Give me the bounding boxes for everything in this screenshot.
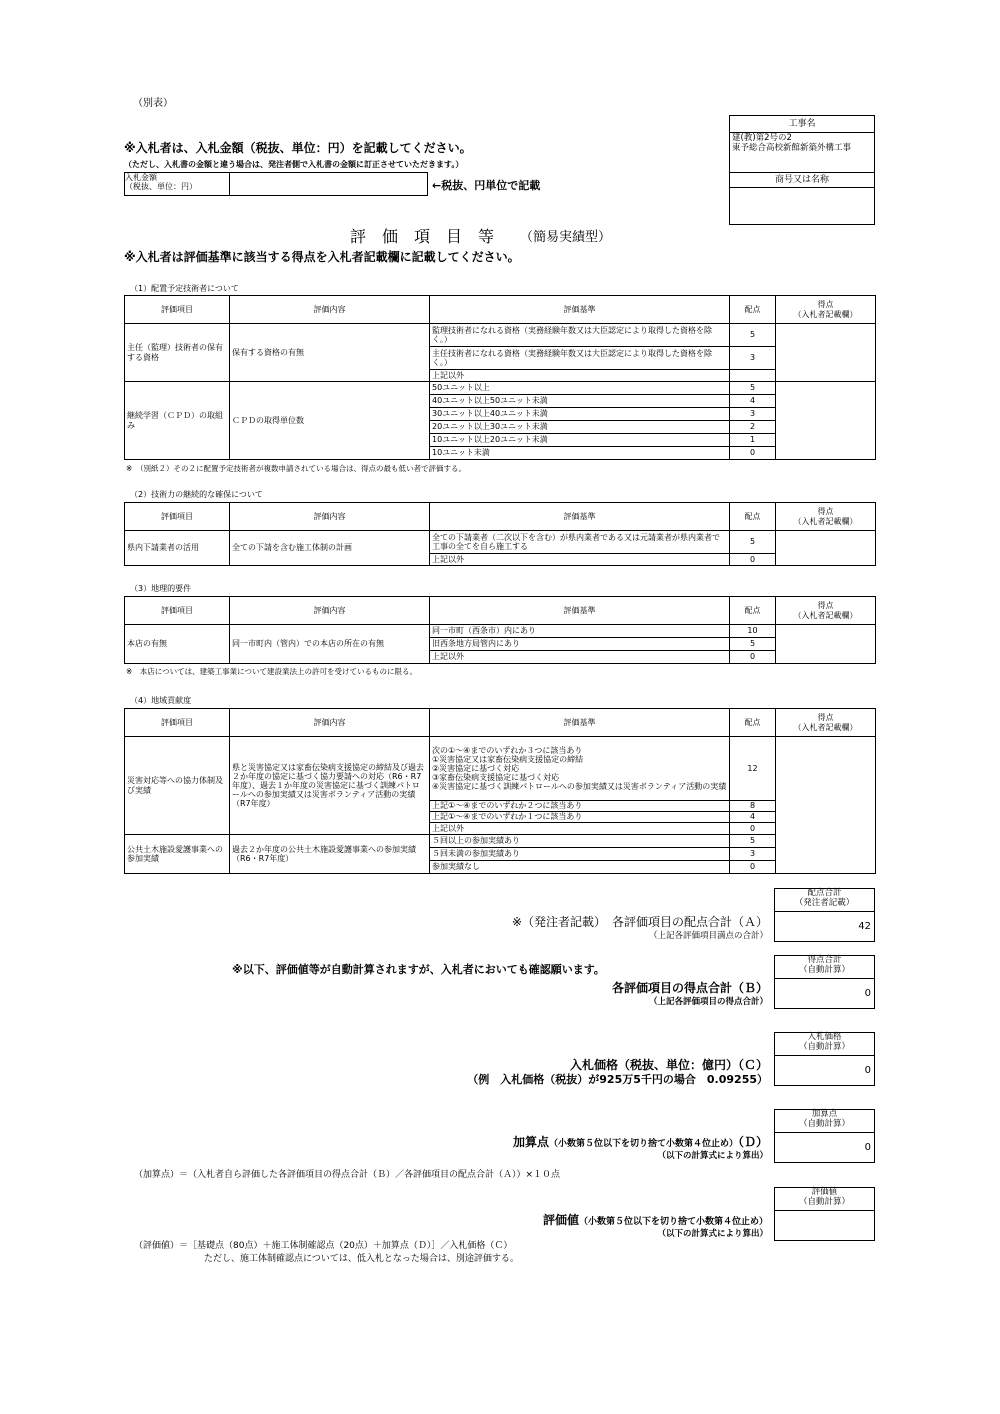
bonus-label-end: （Ｄ）	[737, 1135, 768, 1149]
points-cell	[730, 370, 776, 382]
points-cell: 4	[730, 395, 776, 408]
section1-table	[124, 295, 876, 460]
total-score-label: 各評価項目の得点合計（Ｂ）	[611, 981, 768, 995]
bid-instruction: ※入札者は、入札金額（税抜、単位：円）を記載してください。	[124, 141, 472, 155]
bid-price-label: 入札価格（税抜、単位：億円）（Ｃ）	[569, 1058, 768, 1072]
bonus-formula: （加算点）＝（入札者自ら評価した各評価項目の得点合計（Ｂ）／各評価項目の配点合計（Ａ））×１０点	[134, 1170, 561, 1180]
bonus-label	[513, 1133, 768, 1150]
bid-price-box-label: 入札価格 （自動計算）	[775, 1033, 874, 1056]
points-cell: 2	[730, 421, 776, 434]
evaluation-formula-note: ただし、施工体制確認点については、低入札となった場合は、別途評価する。	[204, 1254, 519, 1264]
points-cell: 5	[730, 382, 776, 395]
betsu-label: （別表）	[133, 98, 173, 109]
page-title: 評 価 項 目 等	[350, 227, 495, 246]
bonus-box-label: 加算点 （自動計算）	[775, 1110, 874, 1133]
header-content: 評価内容	[230, 597, 430, 625]
points-cell: 0	[730, 823, 776, 835]
bonus-label-main: 加算点	[512, 1135, 549, 1149]
points-cell: 4	[730, 812, 776, 823]
points-cell: 3	[730, 408, 776, 421]
evaluation-label	[543, 1211, 768, 1228]
bonus-value: 0	[864, 1142, 871, 1153]
points-cell: 5	[730, 638, 776, 651]
score-input-cpd-qual[interactable]	[776, 324, 876, 382]
content-cell: 県と災害協定又は家畜伝染病支援協定の締結及び過去２か年度の協定に基づく協力要請への対応（R6・R7年度）、過去１か年度の災害協定に基づく訓練パトロールへの参加実績又は災害ボランティア活動の実績（R7年度）	[230, 737, 430, 835]
criteria-cell: 10ユニット未満	[430, 447, 730, 460]
points-cell: 0	[730, 447, 776, 460]
header-score: 得点 （入札者記載欄）	[776, 503, 876, 531]
item-cell: 主任（監理）技術者の保有する資格	[125, 324, 230, 382]
evaluation-box-label: 評価値 （自動計算）	[775, 1188, 874, 1211]
criteria-cell: 上記以外	[430, 554, 730, 566]
section2-title: （2）技術力の継続的な確保について	[130, 490, 263, 499]
content-cell: 保有する資格の有無	[230, 324, 430, 382]
header-points: 配点	[730, 503, 776, 531]
total-points-label: ※（発注者記載） 各評価項目の配点合計（Ａ）	[511, 915, 768, 929]
points-cell: 3	[730, 347, 776, 370]
total-score-sub: （上記各評価項目の得点合計）	[648, 997, 768, 1007]
header-criteria: 評価基準	[430, 597, 730, 625]
criteria-cell: 全ての下請業者（二次以下を含む）が県内業者である又は元請業者が県内業者で工事の全てを自ら施工する	[430, 531, 730, 554]
evaluation-formula: （評価値）＝［基礎点（80点）＋施工体制確認点（20点）＋加算点（Ｄ）］／入札価格（Ｃ）	[134, 1241, 513, 1251]
evaluation-label-note: （小数第５位以下を切り捨て小数第４位止め）	[578, 1217, 768, 1227]
section4-table	[124, 708, 876, 874]
header-criteria: 評価基準	[430, 503, 730, 531]
criteria-cell: 40ユニット以上50ユニット未満	[430, 395, 730, 408]
total-points-sub: （上記各評価項目満点の合計）	[648, 931, 768, 941]
header-points: 配点	[730, 709, 776, 737]
points-cell: 12	[730, 737, 776, 801]
header-item: 評価項目	[125, 296, 230, 324]
total-score-value: 0	[864, 988, 871, 999]
criteria-cell: ５回以上の参加実績あり	[430, 835, 730, 848]
points-cell: 3	[730, 848, 776, 861]
auto-calc-note: ※以下、評価値等が自動計算されますが、入札者においても確認願います。	[232, 963, 605, 976]
header-content: 評価内容	[230, 296, 430, 324]
points-cell: 8	[730, 801, 776, 812]
bid-amount-label: 入札金額 （税抜、単位：円）	[125, 173, 197, 192]
project-name-header: 工事名	[730, 116, 874, 133]
project-name: 建(教)第2号の2 東予総合高校新館新築外構工事	[730, 133, 874, 173]
criteria-cell: 10ユニット以上20ユニット未満	[430, 434, 730, 447]
section2-table	[124, 502, 876, 566]
section3-title: （3）地理的要件	[130, 584, 192, 593]
item-cell: 公共土木施設愛護事業への参加実績	[125, 835, 230, 874]
header-points: 配点	[730, 597, 776, 625]
total-points-box	[774, 888, 875, 942]
section3-footnote: ※ 本店については、建築工事業について建設業法上の許可を受けているものに限る。	[126, 667, 417, 676]
points-cell: 5	[730, 531, 776, 554]
header-points: 配点	[730, 296, 776, 324]
header-item: 評価項目	[125, 503, 230, 531]
criteria-cell: 50ユニット以上	[430, 382, 730, 395]
company-name-input[interactable]	[730, 188, 874, 224]
points-cell: 5	[730, 324, 776, 347]
content-cell: 全ての下請を含む施工体制の計画	[230, 531, 430, 566]
criteria-cell: 次の①～④までのいずれか３つに該当あり ①災害協定又は家畜伝染病支援協定の締結 ②災害協定に基づく対応 ③家畜伝染病支援協定に基づく対応 ④災害協定に基づく訓練パトロールへの参加実績又は災害ボランティア活動の実績	[430, 737, 730, 801]
bonus-sub: （以下の計算式により算出）	[657, 1151, 768, 1161]
total-score-box	[774, 955, 875, 1009]
evaluation-label-main: 評価値	[542, 1213, 579, 1227]
criteria-cell: 上記①～④までのいずれか１つに該当あり	[430, 812, 730, 823]
evaluation-box	[774, 1187, 875, 1241]
total-points-value: 42	[858, 921, 871, 932]
bid-price-value: 0	[864, 1065, 871, 1076]
points-cell: 5	[730, 835, 776, 848]
header-score: 得点 （入札者記載欄）	[776, 296, 876, 324]
score-input-regional[interactable]	[776, 737, 876, 874]
bid-instruction-sub: （ただし、入札書の金額と違う場合は、発注者側で入札書の金額に訂正させていただきます。）	[124, 160, 464, 169]
score-input-cpd[interactable]	[776, 382, 876, 460]
bonus-box	[774, 1109, 875, 1163]
content-cell: 同一市町内（管内）での本店の所在の有無	[230, 625, 430, 664]
content-cell: ＣＰＤの取得単位数	[230, 382, 430, 460]
points-cell: 0	[730, 554, 776, 566]
project-box	[729, 115, 875, 225]
criteria-cell: 旧西条地方局管内にあり	[430, 638, 730, 651]
total-points-box-label: 配点合計 （発注者記載）	[775, 889, 874, 912]
section1-title: （1）配置予定技術者について	[130, 284, 239, 293]
bid-arrow-note: ←税抜、円単位で記載	[432, 179, 541, 192]
points-cell: 0	[730, 651, 776, 664]
points-cell: 10	[730, 625, 776, 638]
criteria-cell: 上記以外	[430, 370, 730, 382]
header-criteria: 評価基準	[430, 709, 730, 737]
header-score: 得点 （入札者記載欄）	[776, 709, 876, 737]
header-content: 評価内容	[230, 503, 430, 531]
section3-table	[124, 596, 876, 664]
header-content: 評価内容	[230, 709, 430, 737]
item-cell: 県内下請業者の活用	[125, 531, 230, 566]
score-instruction: ※入札者は評価基準に該当する得点を入札者記載欄に記載してください。	[124, 250, 520, 264]
criteria-cell: 20ユニット以上30ユニット未満	[430, 421, 730, 434]
item-cell: 継続学習（ＣＰＤ）の取組み	[125, 382, 230, 460]
bid-price-example: （例 入札価格（税抜）が925万5千円の場合 0.09255）	[467, 1073, 768, 1086]
bonus-label-note: （小数第５位以下を切り捨て小数第４位止め）	[548, 1139, 738, 1149]
criteria-cell: 上記以外	[430, 823, 730, 835]
header-criteria: 評価基準	[430, 296, 730, 324]
content-cell: 過去２か年度の公共土木施設愛護事業への参加実績（R6・R7年度）	[230, 835, 430, 874]
section1-footnote: ※ （別紙２）その２に配置予定技術者が複数申請されている場合は、得点の最も低い者で評価する。	[126, 464, 467, 473]
header-item: 評価項目	[125, 597, 230, 625]
points-cell: 0	[730, 861, 776, 874]
item-cell: 災害対応等への協力体制及び実績	[125, 737, 230, 835]
score-input-subcontract[interactable]	[776, 531, 876, 566]
criteria-cell: 30ユニット以上40ユニット未満	[430, 408, 730, 421]
total-score-box-label: 得点合計 （自動計算）	[775, 956, 874, 979]
criteria-cell: 参加実績なし	[430, 861, 730, 874]
header-item: 評価項目	[125, 709, 230, 737]
score-input-headoffice[interactable]	[776, 625, 876, 664]
points-cell: 1	[730, 434, 776, 447]
bid-price-box	[774, 1032, 875, 1086]
criteria-cell: 主任技術者になれる資格（実務経験年数又は大臣認定により取得した資格を除く。）	[430, 347, 730, 370]
criteria-cell: ５回未満の参加実績あり	[430, 848, 730, 861]
criteria-cell: 監理技術者になれる資格（実務経験年数又は大臣認定により取得した資格を除く。）	[430, 324, 730, 347]
evaluation-sub: （以下の計算式により算出）	[657, 1229, 768, 1239]
company-name-header: 商号又は名称	[730, 173, 874, 188]
bid-amount-input[interactable]	[229, 172, 428, 196]
criteria-cell: 上記①～④までのいずれか２つに該当あり	[430, 801, 730, 812]
item-cell: 本店の有無	[125, 625, 230, 664]
criteria-cell: 同一市町（西条市）内にあり	[430, 625, 730, 638]
bid-amount-label-cell	[124, 172, 230, 196]
page-title-sub: （簡易実績型）	[520, 230, 612, 245]
criteria-cell: 上記以外	[430, 651, 730, 664]
header-score: 得点 （入札者記載欄）	[776, 597, 876, 625]
section4-title: （4）地域貢献度	[130, 696, 192, 705]
